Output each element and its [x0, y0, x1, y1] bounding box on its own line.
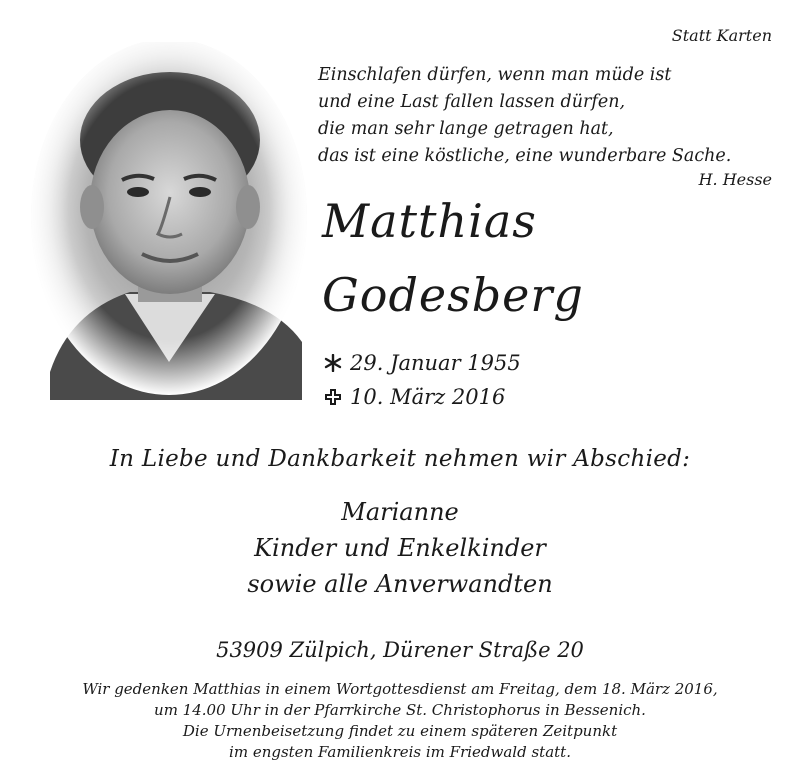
- poem: [318, 62, 788, 170]
- notice-line: Wir gedenken Matthias in einem Wortgottesdienst am Freitag, dem 18. März 2016,: [82, 680, 718, 698]
- poem-line: Einschlafen dürfen, wenn man müde ist: [318, 65, 672, 85]
- death-date: 10. März 2016: [350, 385, 506, 409]
- statt-karten-label: Statt Karten: [671, 26, 772, 45]
- birth-date-row: [322, 346, 722, 380]
- last-name: Godesberg: [322, 268, 584, 322]
- first-name: Matthias: [322, 194, 537, 248]
- notice-line: im engsten Familienkreis im Friedwald statt.: [229, 743, 571, 761]
- mourner-line: Kinder und Enkelkinder: [254, 534, 546, 562]
- life-dates: [322, 346, 722, 414]
- birth-date: 29. Januar 1955: [350, 351, 521, 375]
- notice-line: um 14.00 Uhr in der Pfarrkirche St. Christophorus in Bessenich.: [154, 701, 646, 719]
- address: 53909 Zülpich, Dürener Straße 20: [216, 638, 584, 662]
- asterisk-icon: [322, 354, 344, 372]
- poem-line: und eine Last fallen lassen dürfen,: [318, 92, 626, 112]
- farewell-text: In Liebe und Dankbarkeit nehmen wir Abschied:: [109, 446, 691, 472]
- poem-author: H. Hesse: [698, 170, 772, 189]
- death-date-row: [322, 380, 722, 414]
- mourners-list: [0, 494, 800, 602]
- poem-line: die man sehr lange getragen hat,: [318, 119, 614, 139]
- service-notice: [0, 679, 800, 763]
- mourner-line: sowie alle Anverwandten: [247, 570, 553, 598]
- notice-line: Die Urnenbeisetzung findet zu einem späteren Zeitpunkt: [182, 722, 618, 740]
- cross-icon: [322, 388, 344, 406]
- portrait-photo: [30, 42, 308, 400]
- poem-line: das ist eine köstliche, eine wunderbare Sache.: [318, 146, 732, 166]
- mourner-line: Marianne: [341, 498, 459, 526]
